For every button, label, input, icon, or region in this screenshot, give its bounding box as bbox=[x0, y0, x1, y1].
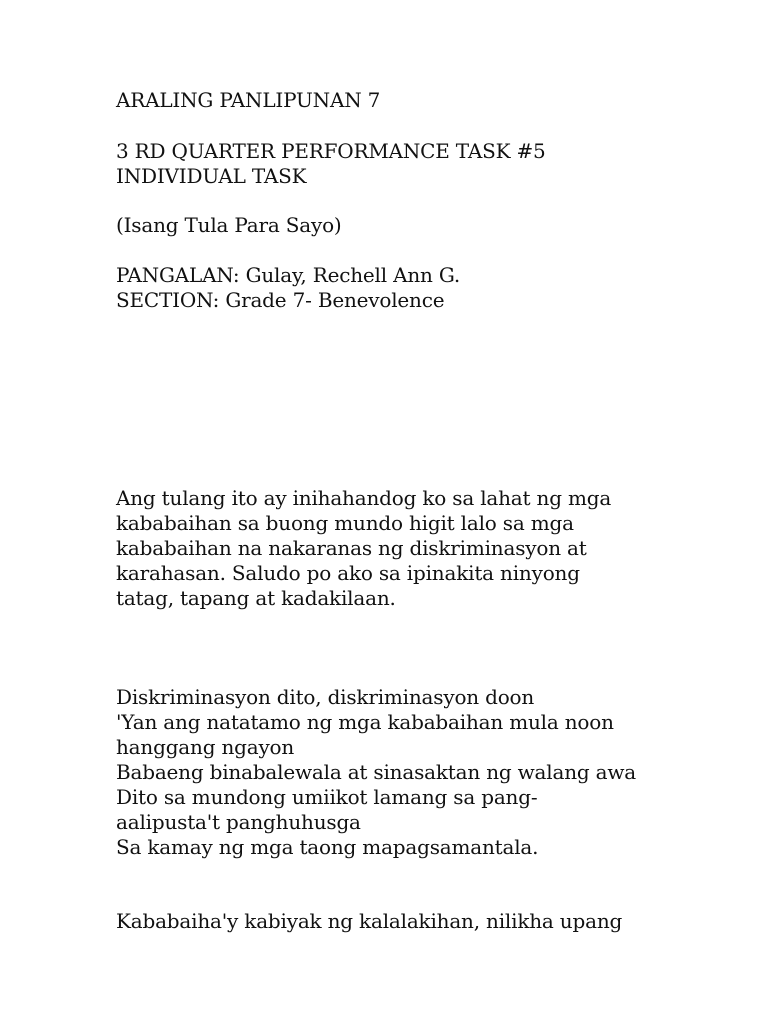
poem-line: Sa kamay ng mga taong mapagsamantala. bbox=[116, 835, 539, 859]
poem-line: aalipusta't panghuhusga bbox=[116, 810, 361, 834]
poem-stanza-2 bbox=[116, 909, 656, 934]
poem-line: hanggang ngayon bbox=[116, 735, 295, 759]
dedication-line: kababaihan na nakaranas ng diskriminasyon at bbox=[116, 536, 587, 560]
dedication-paragraph bbox=[116, 486, 656, 611]
poem-line: Kababaiha'y kabiyak ng kalalakihan, nilikha upang bbox=[116, 909, 623, 933]
poem-title: (Isang Tula Para Sayo) bbox=[116, 213, 342, 237]
student-section: SECTION: Grade 7- Benevolence bbox=[116, 288, 445, 312]
dedication-line: karahasan. Saludo po ako sa ipinakita ninyong bbox=[116, 561, 580, 585]
task-heading: 3 RD QUARTER PERFORMANCE TASK #5 bbox=[116, 139, 546, 163]
subject-heading: ARALING PANLIPUNAN 7 bbox=[116, 88, 381, 112]
student-name: PANGALAN: Gulay, Rechell Ann G. bbox=[116, 263, 461, 287]
dedication-line: kababaihan sa buong mundo higit lalo sa mga bbox=[116, 511, 574, 535]
dedication-line: Ang tulang ito ay inihahandog ko sa lahat ng mga bbox=[116, 486, 612, 510]
task-type: INDIVIDUAL TASK bbox=[116, 164, 307, 188]
poem-line: Dito sa mundong umiikot lamang sa pang- bbox=[116, 785, 538, 809]
poem-line: Diskriminasyon dito, diskriminasyon doon bbox=[116, 685, 535, 709]
dedication-line: tatag, tapang at kadakilaan. bbox=[116, 586, 396, 610]
poem-stanza-1 bbox=[116, 685, 656, 860]
poem-line: 'Yan ang natatamo ng mga kababaihan mula noon bbox=[116, 710, 614, 734]
poem-line: Babaeng binabalewala at sinasaktan ng walang awa bbox=[116, 760, 637, 784]
